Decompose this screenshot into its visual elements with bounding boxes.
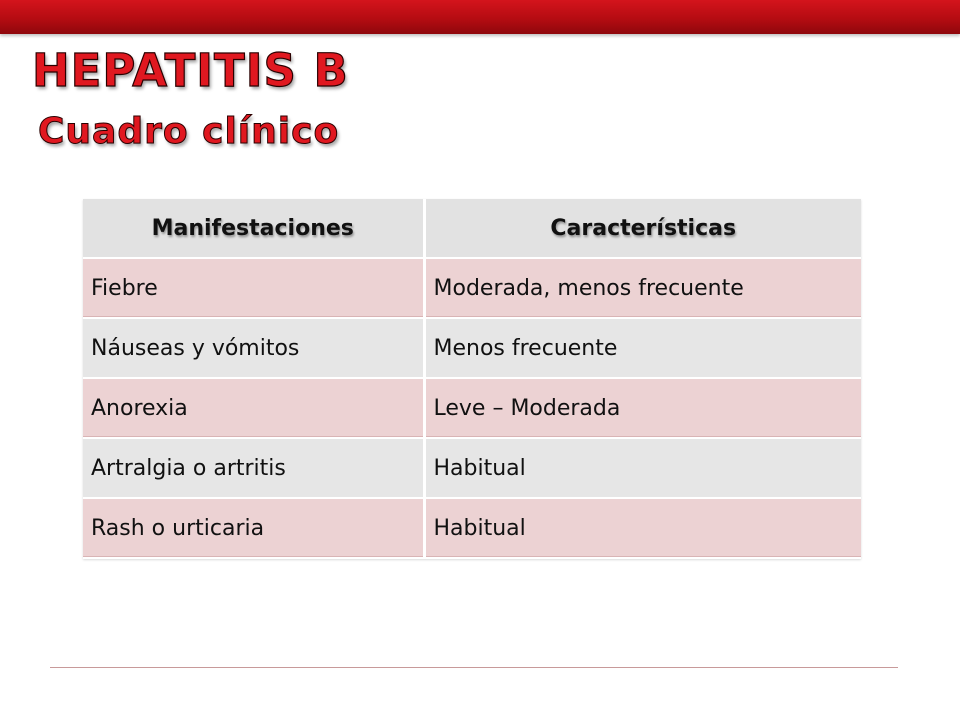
manifestation-cell: Rash o urticaria [83,498,424,558]
characteristic-cell: Menos frecuente [424,318,861,378]
characteristic-cell: Moderada, menos frecuente [424,258,861,318]
header-manifestaciones: Manifestaciones [83,199,424,258]
table-row [83,438,861,498]
slide-subtitle: Cuadro clínico [38,111,340,152]
header-caracteristicas: Características [424,199,861,258]
manifestation-cell: Náuseas y vómitos [83,318,424,378]
table-row [83,498,861,558]
manifestation-cell: Anorexia [83,378,424,438]
symptoms-table [83,199,861,559]
table-row [83,258,861,318]
characteristic-cell: Habitual [424,498,861,558]
manifestation-cell: Artralgia o artritis [83,438,424,498]
characteristic-cell: Leve – Moderada [424,378,861,438]
bottom-divider [50,667,898,668]
top-banner [0,0,960,34]
manifestation-cell: Fiebre [83,258,424,318]
table-row [83,318,861,378]
table-row [83,378,861,438]
table-header-row [83,199,861,258]
slide-title: HEPATITIS B [32,44,349,97]
characteristic-cell: Habitual [424,438,861,498]
